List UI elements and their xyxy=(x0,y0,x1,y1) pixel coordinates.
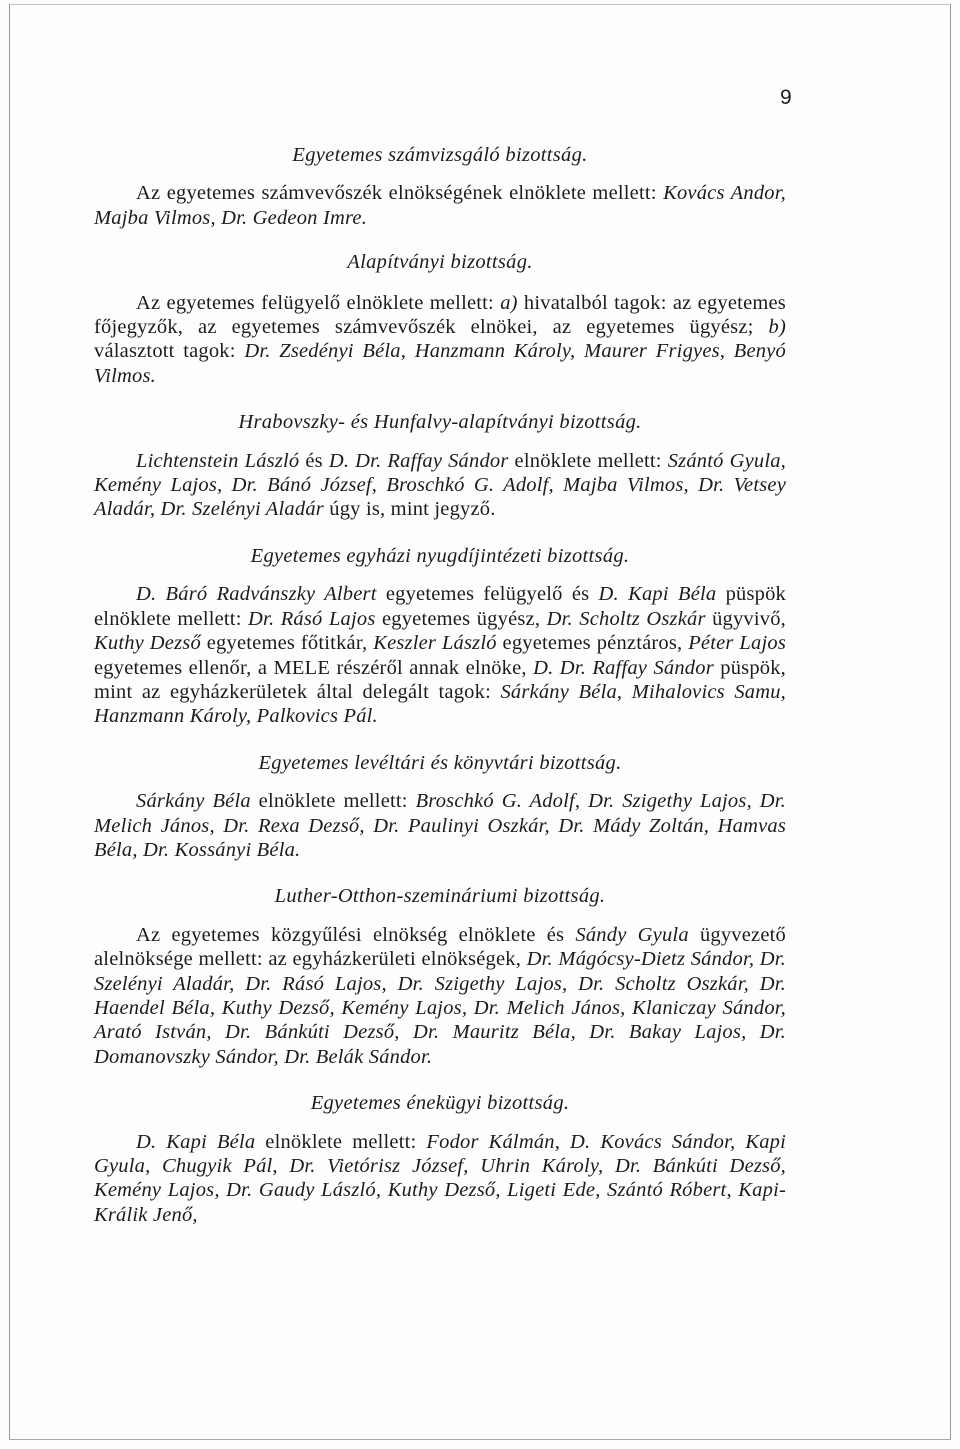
section-heading: Egyetemes levéltári és könyvtári bizottság. xyxy=(258,751,622,774)
text-run: egyetemes ügyész, xyxy=(375,607,547,630)
section-nyugdijintezeti xyxy=(94,544,786,729)
text-run: egyetemes felügyelő és xyxy=(376,583,599,606)
section-luther-otthon xyxy=(94,884,786,1069)
text-run: választott tagok: xyxy=(94,340,245,363)
italic-name-run: Sárkány Béla, Mihalovics Samu, Hanzmann Károly, Palkovics Pál. xyxy=(94,680,787,728)
text-run: Az egyetemes közgyűlési elnökség elnöklete és xyxy=(136,923,576,946)
italic-name-run: Fodor Kálmán, D. Kovács Sándor, Kapi Gyula, Chugyik Pál, Dr. Vietórisz József, Uhrin Károly, Dr. Bánkúti Dezső, Kemény Lajos, Dr. Gaudy László, Kuthy Dezső, Ligeti Ede, Szántó Róbert, Kapi-Králik Jenő, xyxy=(94,1130,786,1226)
italic-name-run: D. Báró Radvánszky Albert xyxy=(136,583,377,606)
italic-name-run: D. Dr. Raffay Sándor xyxy=(533,656,714,679)
section-heading: Egyetemes énekügyi bizottság. xyxy=(310,1092,570,1115)
section-heading: Egyetemes számvizsgáló bizottság. xyxy=(292,144,588,166)
text-run: egyetemes főtitkár, xyxy=(200,632,374,655)
page-border-top xyxy=(9,4,951,5)
section-szamvizsgalo xyxy=(94,143,786,230)
text-run: elnöklete mellett: xyxy=(255,1130,427,1153)
section-paragraph xyxy=(94,291,786,389)
italic-name-run: Kuthy Dezső xyxy=(94,632,201,655)
text-run: egyetemes ellenőr, a MELE részéről annak elnöke, xyxy=(94,656,534,679)
section-heading: Hrabovszky- és Hunfalvy-alapítványi bizottság. xyxy=(238,411,642,434)
italic-name-run: Dr. Zsedényi Béla, Hanzmann Károly, Maurer Frigyes, Benyó Vilmos. xyxy=(94,340,786,387)
page-border-left xyxy=(9,4,10,1440)
italic-name-run: a) xyxy=(500,291,518,314)
italic-name-run: Lichtenstein László xyxy=(136,449,300,472)
italic-name-run: Sárkány Béla xyxy=(136,790,251,813)
text-run: ügyvezető alelnöksége mellett: az egyházkerületi elnökségek, xyxy=(94,923,787,971)
italic-name-run: Sándy Gyula xyxy=(575,923,689,946)
italic-name-run: D. Kapi Béla xyxy=(136,1130,256,1153)
section-heading: Alapítványi bizottság. xyxy=(347,251,533,274)
italic-name-run: b) xyxy=(768,316,786,339)
text-run: elnöklete mellett: xyxy=(250,790,416,813)
document-body xyxy=(94,143,786,1227)
italic-name-run: Kovács Andor, Majba Vilmos, Dr. Gedeon Imre. xyxy=(94,182,786,229)
page-border-bottom xyxy=(9,1439,951,1440)
italic-name-run: Dr. Scholtz Oszkár xyxy=(546,607,706,630)
section-leveltari-konyvtari xyxy=(94,751,786,863)
section-paragraph xyxy=(94,181,786,230)
section-paragraph xyxy=(94,449,786,522)
page-border-right xyxy=(950,4,951,1440)
section-paragraph xyxy=(94,923,786,1069)
text-run: egyetemes pénztáros, xyxy=(496,632,689,655)
text-run: hivatalból tagok: az egyetemes főjegyzők, az egyetemes számvevőszék elnökei, az egyetemes ügyész; xyxy=(94,291,786,339)
section-hrabovszky-hunfalvy xyxy=(94,410,786,522)
italic-name-run: D. Kapi Béla xyxy=(598,583,717,606)
italic-name-run: Péter Lajos xyxy=(688,632,787,655)
section-heading: Luther-Otthon-szemináriumi bizottság. xyxy=(274,885,606,908)
text-run: Az egyetemes számvevőszék elnökségének elnöklete mellett: xyxy=(136,182,664,205)
text-run: püspök, mint az egyházkerületek által delegált tagok: xyxy=(94,656,786,703)
page-number: 9 xyxy=(780,86,792,109)
italic-name-run: Dr. Rásó Lajos xyxy=(248,607,376,630)
italic-name-run: D. Dr. Raffay Sándor xyxy=(328,449,509,472)
section-paragraph xyxy=(94,1130,786,1228)
section-paragraph xyxy=(94,582,786,728)
text-run: és xyxy=(299,449,329,472)
text-run: ügyvivő, xyxy=(705,607,786,630)
text-run: Az egyetemes felügyelő elnöklete mellett: xyxy=(136,291,501,314)
section-alapitvanyi xyxy=(94,250,786,388)
italic-name-run: Broschkó G. Adolf, Dr. Szigethy Lajos, Dr. Melich János, Dr. Rexa Dezső, Dr. Paulinyi Oszkár, Dr. Mády Zoltán, Hamvas Béla, Dr. Kossányi Béla. xyxy=(94,790,786,861)
italic-name-run: Szántó Gyula, Kemény Lajos, Dr. Bánó József, Broschkó G. Adolf, Majba Vilmos, Dr. Vetsey Aladár, Dr. Szelényi Aladár xyxy=(94,449,786,521)
italic-name-run: Keszler László xyxy=(373,632,497,655)
section-heading: Egyetemes egyházi nyugdíjintézeti bizottság. xyxy=(250,544,630,567)
section-paragraph xyxy=(94,789,786,862)
text-run: úgy is, mint jegyző. xyxy=(323,498,496,521)
section-enekugyi xyxy=(94,1091,786,1227)
text-run: püspök elnöklete mellett: xyxy=(94,583,786,630)
italic-name-run: Dr. Mágócsy-Dietz Sándor, Dr. Szelényi Aladár, Dr. Rásó Lajos, Dr. Szigethy Lajos, Dr. Scholtz Oszkár, Dr. Haendel Béla, Kuthy Dezső, Kemény Lajos, Dr. Melich János, Klaniczay Sándor, Arató István, Dr. Bánkúti Dezső, Dr. Mauritz Béla, Dr. Bakay Lajos, Dr. Domanovszky Sándor, Dr. Belák Sándor. xyxy=(94,948,786,1068)
text-run: elnöklete mellett: xyxy=(508,449,668,472)
